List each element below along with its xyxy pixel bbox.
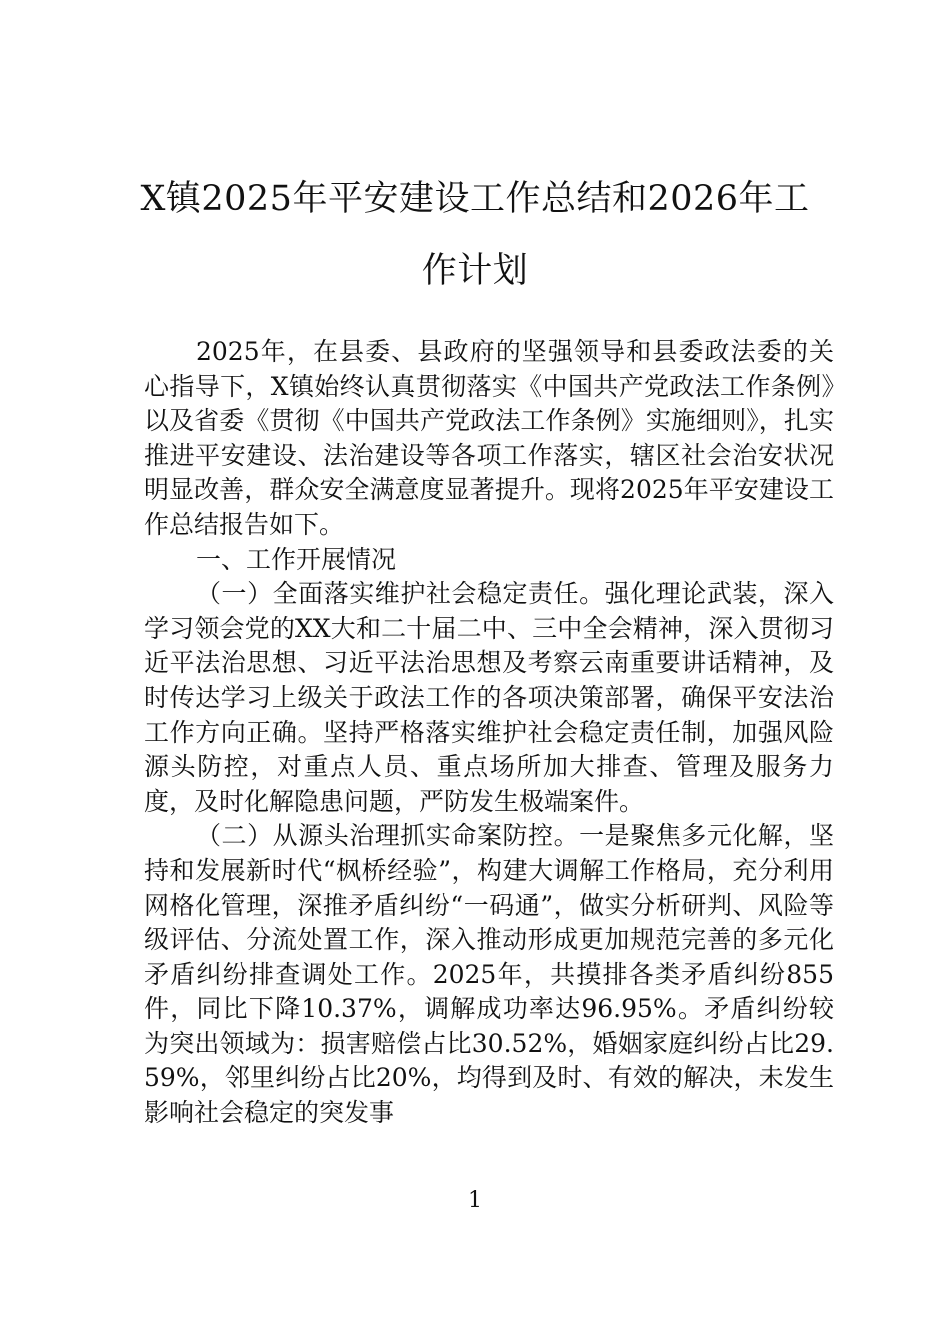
paragraph-stability: （一）全面落实维护社会稳定责任。强化理论武装，深入学习领会党的XX大和二十届二中、三中全会精神，深入贯彻习近平法治思想、习近平法治思想及考察云南重要讲话精神，及时传达学习上级关于政法工作的各项决策部署，确保平安法治工作方向正确。坚持严格落实维护社会稳定责任制，加强风险源头防控，对重点人员、重点场所加大排查、管理及服务力度，及时化解隐患问题，严防发生极端案件。 xyxy=(144,579,834,816)
document-body xyxy=(144,335,834,1131)
paragraph-prevention: （二）从源头治理抓实命案防控。一是聚焦多元化解，坚持和发展新时代“枫桥经验”，构建大调解工作格局，充分利用网格化管理，深推矛盾纠纷“一码通”，做实分析研判、风险等级评估、分流处置工作，深入推动形成更加规范完善的多元化矛盾纠纷排查调处工作。2025年，共摸排各类矛盾纠纷855件，同比下降10.37%，调解成功率达96.95%。矛盾纠纷较为突出领域为：损害赔偿占比30.52%，婚姻家庭纠纷占比29.59%，邻里纠纷占比20%，均得到及时、有效的解决，未发生影响社会稳定的突发事 xyxy=(144,821,834,1128)
document-title: X镇2025年平安建设工作总结和2026年工作计划 xyxy=(140,179,810,292)
page-number: 1 xyxy=(468,1188,482,1213)
paragraph-intro: 2025年，在县委、县政府的坚强领导和县委政法委的关心指导下，X镇始终认真贯彻落实《中国共产党政法工作条例》以及省委《贯彻《中国共产党政法工作条例》实施细则》，扎实推进平安建设、法治建设等各项工作落实，辖区社会治安状况明显改善，群众安全满意度显著提升。现将2025年平安建设工作总结报告如下。 xyxy=(144,337,834,539)
section-heading: 一、工作开展情况 xyxy=(196,544,397,574)
